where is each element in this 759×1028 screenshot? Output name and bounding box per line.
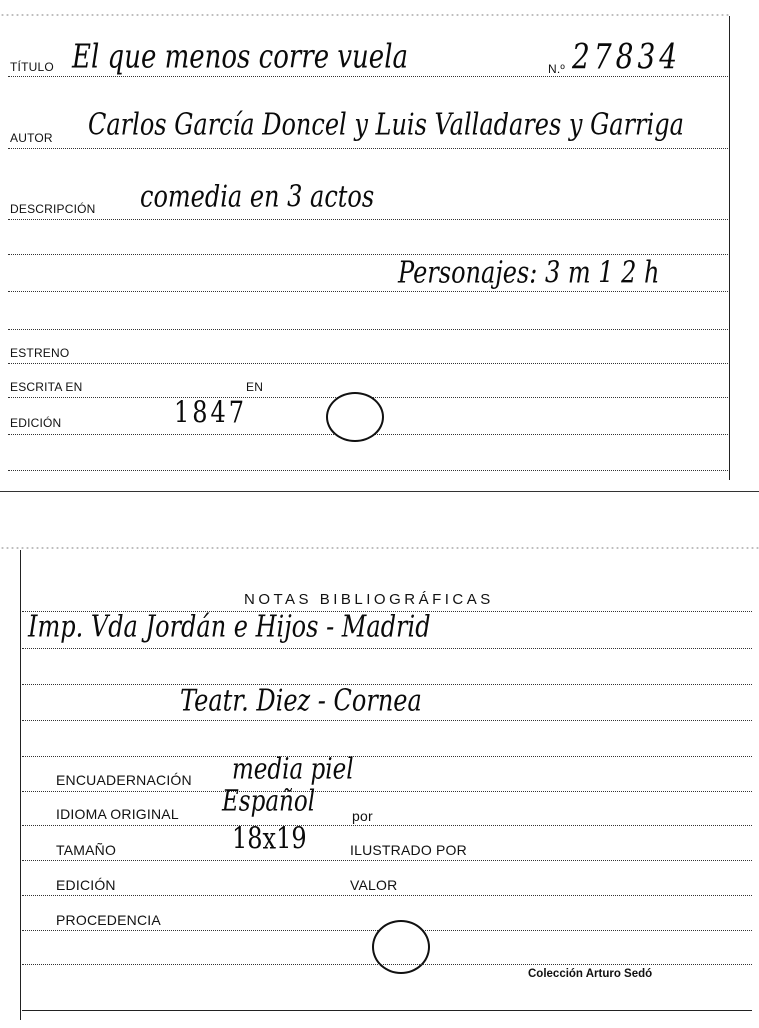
edicion-label-bottom: EDICIÓN [56, 877, 116, 893]
personajes-value: Personajes: 3 m 1 2 h [398, 255, 660, 290]
numero-label: N.º [548, 62, 565, 76]
autor-value: Carlos García Doncel y Luis Valladares y Garriga [88, 107, 684, 142]
card-bottom-left-edge [20, 550, 21, 1020]
edicion-value: 1847 [174, 395, 248, 430]
note-line-2: Teatr. Diez - Cornea [180, 683, 422, 718]
titulo-value: El que menos corre vuela [72, 38, 409, 76]
estreno-label: ESTRENO [10, 346, 70, 360]
notas-line-4 [22, 720, 752, 721]
ilustrado-label: ILUSTRADO POR [350, 842, 467, 858]
por-label: por [352, 808, 373, 824]
card-bottom-edge [0, 546, 759, 550]
edicion-line-bottom [22, 895, 752, 896]
card-top-edge [0, 13, 730, 17]
notas-title: NOTAS BIBLIOGRÁFICAS [244, 591, 494, 608]
card-bottom-bottom-edge [22, 1010, 752, 1011]
coleccion-label: Colección Arturo Sedó [528, 968, 653, 980]
catalog-card-top [0, 0, 759, 495]
tamano-label: TAMAÑO [56, 842, 117, 858]
encuadernacion-label: ENCUADERNACIÓN [56, 772, 192, 788]
encuadernacion-value: media piel [232, 753, 354, 786]
catalog-card-bottom [0, 540, 759, 1028]
notas-line-2 [22, 648, 752, 649]
descripcion-line [8, 219, 728, 220]
autor-label: AUTOR [10, 131, 53, 145]
idioma-value: Español [222, 785, 316, 818]
card-top-bottom-edge [0, 491, 759, 492]
en-label: EN [246, 380, 264, 394]
idioma-line [22, 825, 752, 826]
notas-line-5 [22, 756, 752, 757]
titulo-line [8, 76, 728, 77]
escrita-en-label: ESCRITA EN [10, 380, 83, 394]
blank-line-2 [8, 291, 728, 292]
descripcion-label: DESCRIPCIÓN [10, 202, 96, 216]
encuadernacion-line [22, 791, 752, 792]
estreno-line [8, 363, 728, 364]
edicion-label: EDICIÓN [10, 416, 62, 430]
note-line-1: Imp. Vda Jordán e Hijos - Madrid [28, 609, 431, 644]
procedencia-label: PROCEDENCIA [56, 912, 161, 928]
numero-value: 27834 [572, 35, 682, 77]
blank-line-3 [8, 329, 728, 330]
descripcion-value: comedia en 3 actos [140, 179, 375, 214]
tamano-value: 18x19 [232, 821, 307, 856]
card-top-right-edge [729, 16, 730, 480]
blank-line-bottom [22, 964, 752, 965]
blank-line-4 [8, 470, 728, 471]
punch-hole-top [326, 392, 384, 442]
idioma-label: IDIOMA ORIGINAL [56, 806, 179, 822]
punch-hole-bottom [372, 920, 430, 974]
valor-label: VALOR [350, 877, 398, 893]
tamano-line [22, 860, 752, 861]
autor-line [8, 148, 728, 149]
titulo-label: TÍTULO [10, 60, 54, 74]
